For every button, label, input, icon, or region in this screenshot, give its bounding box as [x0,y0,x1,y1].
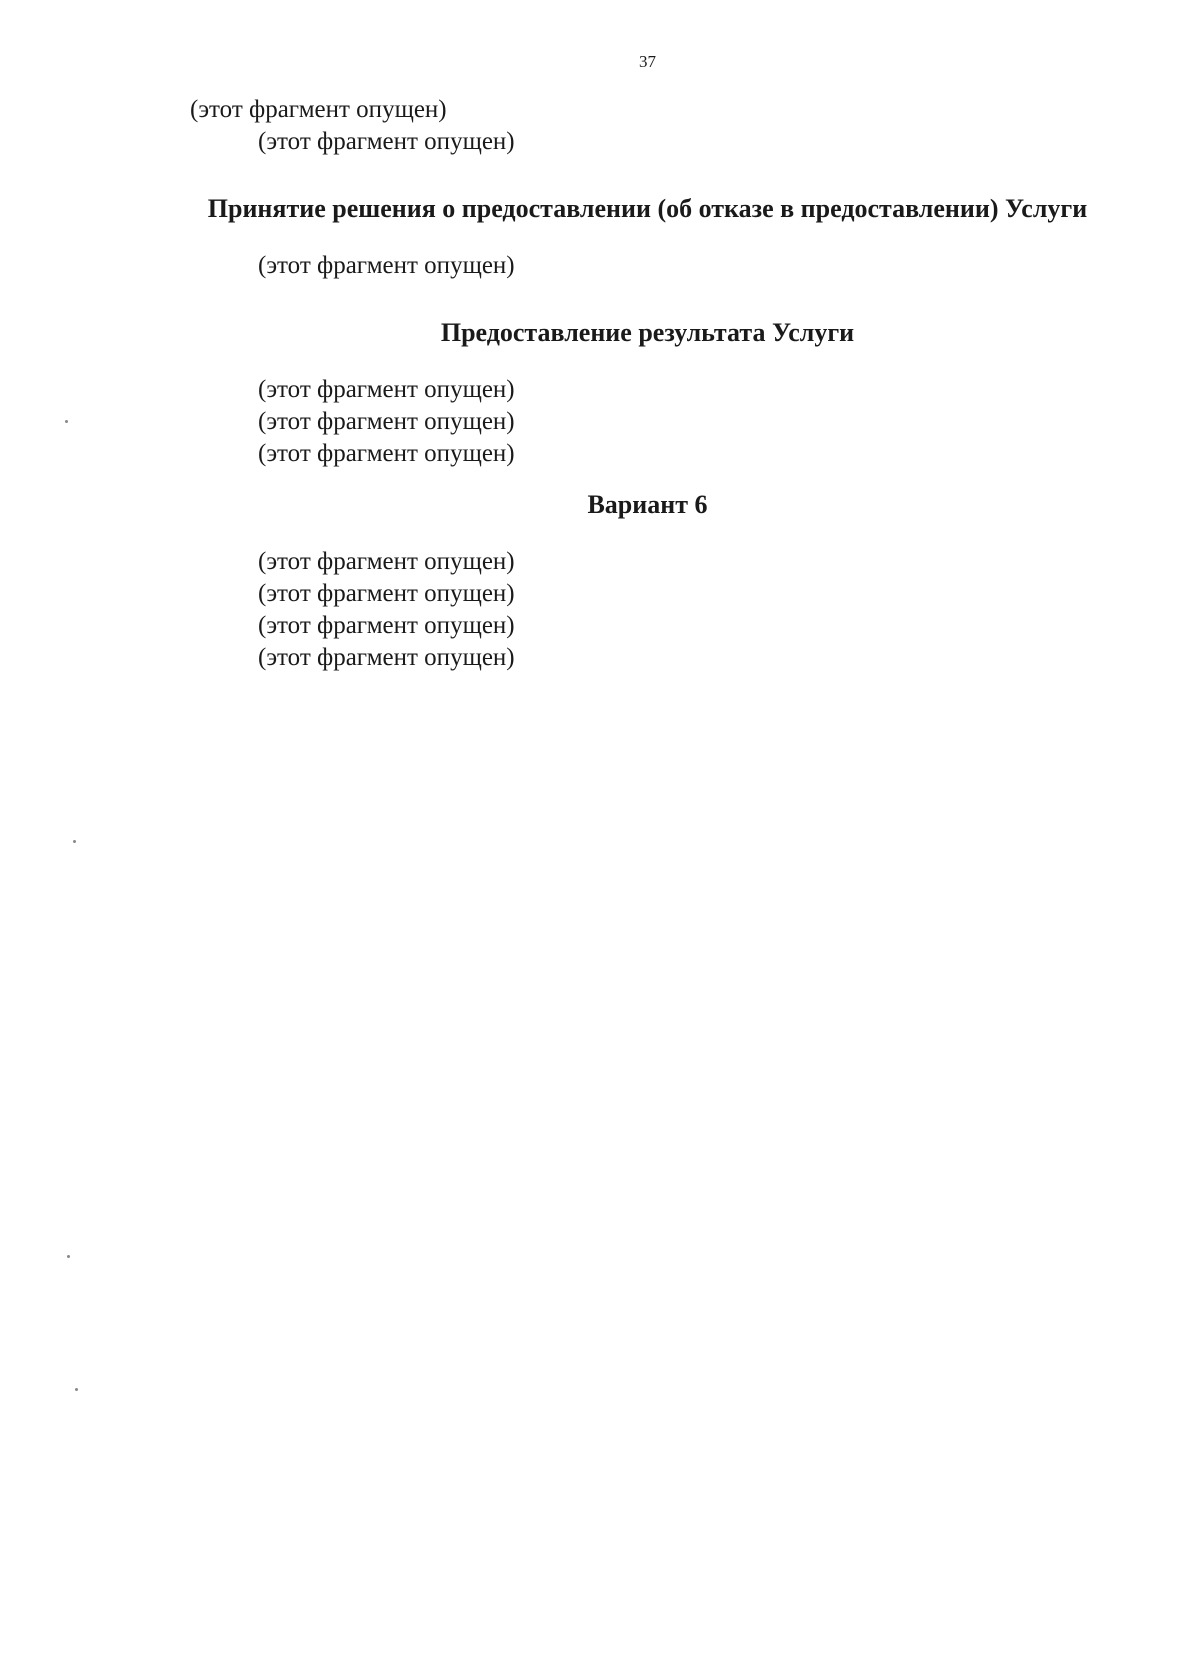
paragraph-125: (этот фрагмент опущен) [258,548,515,575]
list-item-2: (этот фрагмент опущен) [258,644,515,671]
section-heading-decision: Принятие решения о предоставлении (об отказе в предоставлении) Услуги [207,194,1088,223]
scan-margin-marks [55,0,115,1678]
page-number: 37 [639,52,656,71]
section-heading-variant: Вариант 6 [587,490,708,519]
paragraph-126: (этот фрагмент опущен) [258,580,515,607]
paragraph-123: (этот фрагмент опущен) [258,408,515,435]
paragraph-124: (этот фрагмент опущен) [258,440,515,467]
section-heading-result: Предоставление результата Услуги [440,318,855,347]
paragraph-120: (этот фрагмент опущен) [258,128,515,155]
paragraph-121: (этот фрагмент опущен) [258,252,515,279]
paragraph-122: (этот фрагмент опущен) [258,376,515,403]
list-item-1: (этот фрагмент опущен) [258,612,515,639]
paragraph-continuation: (этот фрагмент опущен) [190,96,447,123]
